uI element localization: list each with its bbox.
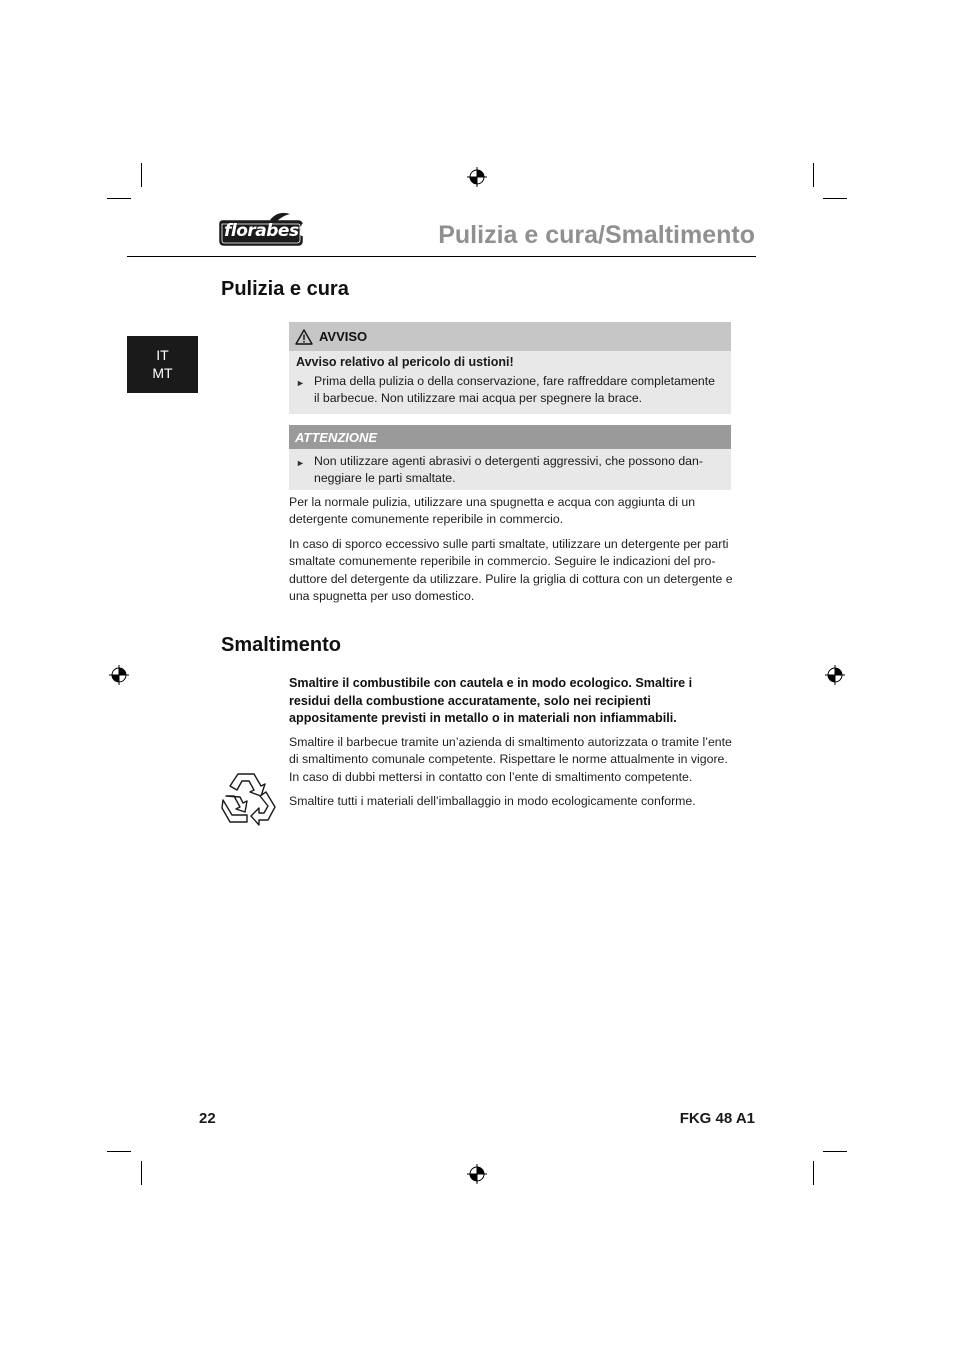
registration-mark-icon (825, 665, 845, 685)
page-title: Pulizia e cura/Smaltimento (438, 221, 755, 249)
section-heading-disposal: Smaltimento (221, 634, 342, 656)
warning-box (289, 322, 731, 414)
bullet-arrow-icon: ► (296, 378, 305, 388)
list-item (289, 369, 731, 407)
warning-header (289, 322, 731, 351)
language-code: MT (152, 365, 173, 381)
caution-label: ATTENZIONE (295, 429, 378, 445)
header-divider (127, 256, 756, 257)
warning-label: AVVISO (319, 329, 368, 344)
bullet-arrow-icon: ► (296, 458, 305, 468)
crop-mark (107, 198, 131, 199)
model-number: FKG 48 A1 (679, 1110, 755, 1127)
crop-mark (813, 1161, 814, 1185)
crop-mark (823, 198, 847, 199)
body-paragraph: Smaltire il barbecue tramite un’azienda di smaltimento autorizzata o tramite l’ente di smaltimento comunale competente. Rispettare le norme attualmente in vigore. In caso di dubbi mettersi in contatto con l’ente di smaltimento competente. (289, 735, 732, 784)
body-paragraph: Per la normale pulizia, utilizzare una spugnetta e acqua con aggiunta di un detergente comunemente reperibile in commercio. (289, 495, 696, 527)
crop-mark (823, 1151, 847, 1152)
brand-name: florabest (224, 221, 307, 241)
caution-box (289, 425, 731, 490)
disposal-intro: Smaltire il combustibile con cautela e in modo ecologico. Smaltire i residui della combustione accuratamente, solo nei recipienti appositamente previsti in metallo o in materiali non infiammabili. (289, 676, 693, 725)
body-paragraph: In caso di sporco eccessivo sulle parti smaltate, utilizzare un detergente per parti smaltate comunemente reperibile in commercio. Seguire le indicazioni del pro-duttore del detergente da utilizzare. Pulire la griglia di cottura con un detergente e una spugnetta per uso domestico. (289, 537, 733, 603)
crop-mark (141, 1161, 142, 1185)
crop-mark (813, 163, 814, 187)
section-heading-cleaning: Pulizia e cura (221, 278, 349, 300)
brand-logo (218, 212, 307, 248)
crop-mark (141, 163, 142, 187)
bullet-text: Prima della pulizia o della conservazione, fare raffreddare completamente il barbecue. Non utilizzare mai acqua per spegnere la brace. (314, 374, 716, 405)
registration-mark-icon (467, 1164, 487, 1184)
registration-mark-icon (109, 665, 129, 685)
list-item (289, 449, 731, 487)
bullet-text: Non utilizzare agenti abrasivi o detergenti aggressivi, che possono dan-neggiare le parti smaltate. (314, 454, 703, 485)
crop-mark (107, 1151, 131, 1152)
recycle-icon (220, 770, 280, 826)
warning-subtitle: Avviso relativo al pericolo di ustioni! (296, 355, 514, 369)
language-code: IT (156, 347, 169, 363)
registration-mark-icon (467, 167, 487, 187)
language-tab (127, 336, 198, 393)
body-paragraph: Smaltire tutti i materiali dell’imballaggio in modo ecologicamente conforme. (289, 794, 696, 808)
warning-triangle-icon (295, 329, 313, 345)
page-number: 22 (199, 1110, 216, 1127)
caution-header (289, 425, 731, 449)
